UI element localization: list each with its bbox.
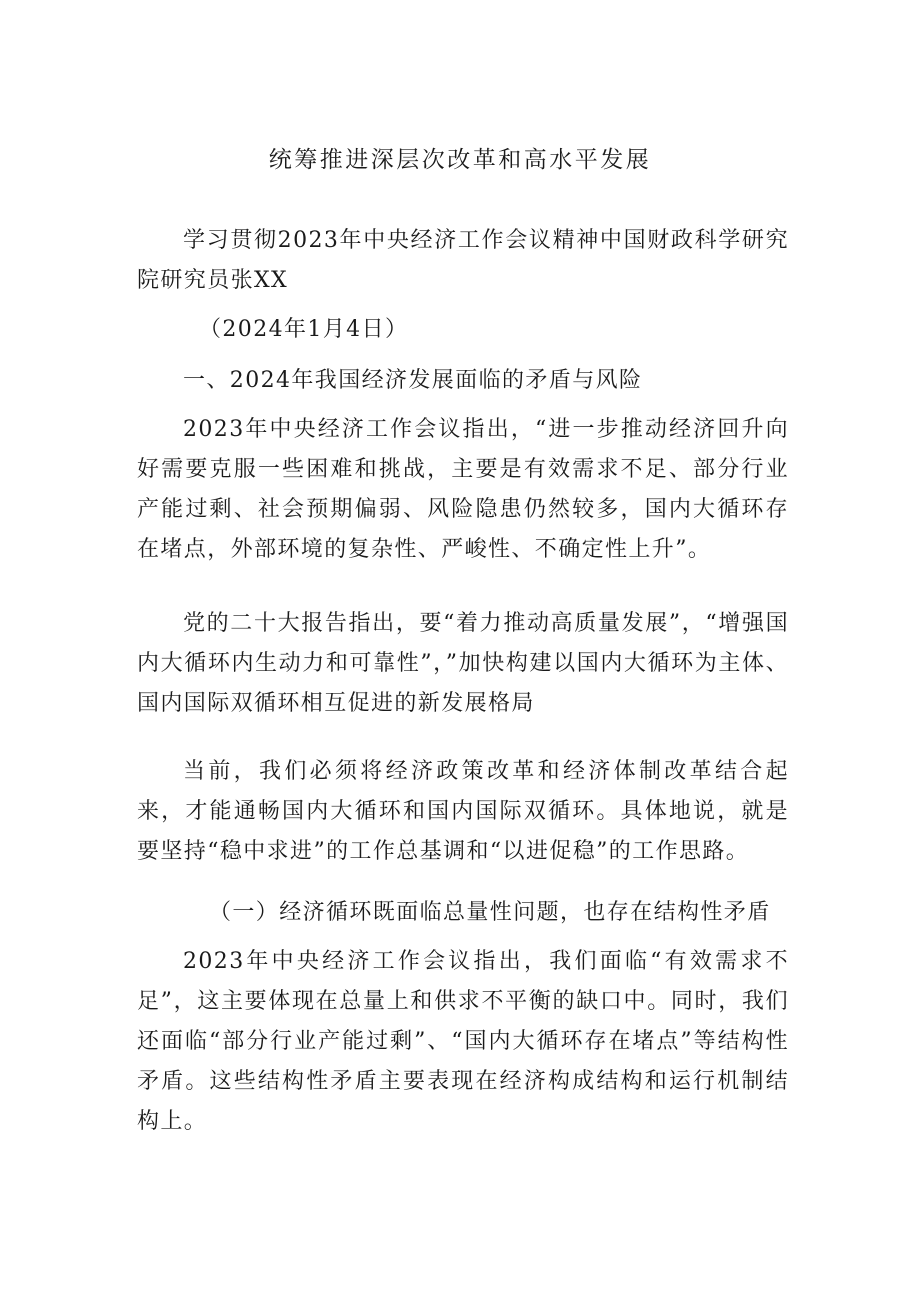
paragraph-1: 2023年中央经济工作会议指出，“进一步推动经济回升向好需要克服一些困难和挑战，主要是有效需求不足、部分行业产能过剩、社会预期偏弱、风险隐患仍然较多，国内大循环存在堵点，外部环境的复杂性、严峻性、不确定性上升”。 bbox=[137, 417, 789, 562]
document-date: （2024年1月4日） bbox=[199, 317, 409, 342]
document-subtitle: 学习贯彻2023年中央经济工作会议精神中国财政科学研究院研究员张XX bbox=[137, 228, 789, 293]
paragraph-4: 2023年中央经济工作会议指出，我们面临“有效需求不足”，这主要体现在总量上和供求不平衡的缺口中。同时，我们还面临“部分行业产能过剩”、“国内大循环存在堵点”等结构性矛盾。这些结构性矛盾主要表现在经济构成结构和运行机制结构上。 bbox=[137, 949, 789, 1134]
document-title: 统筹推进深层次改革和高水平发展 bbox=[268, 147, 652, 173]
subsection-heading: （一）经济循环既面临总量性问题，也存在结构性矛盾 bbox=[209, 900, 771, 925]
paragraph-3: 当前，我们必须将经济政策改革和经济体制改革结合起来，才能通畅国内大循环和国内国际双循环。具体地说，就是要坚持“稳中求进”的工作总基调和“以进促稳”的工作思路。 bbox=[137, 759, 789, 864]
paragraph-2: 党的二十大报告指出，要“着力推动高质量发展”，“增强国内大循环内生动力和可靠性”，”加快构建以国内大循环为主体、国内国际双循环相互促进的新发展格局 bbox=[137, 611, 789, 716]
section-heading: 一、2024年我国经济发展面临的矛盾与风险 bbox=[183, 368, 643, 393]
